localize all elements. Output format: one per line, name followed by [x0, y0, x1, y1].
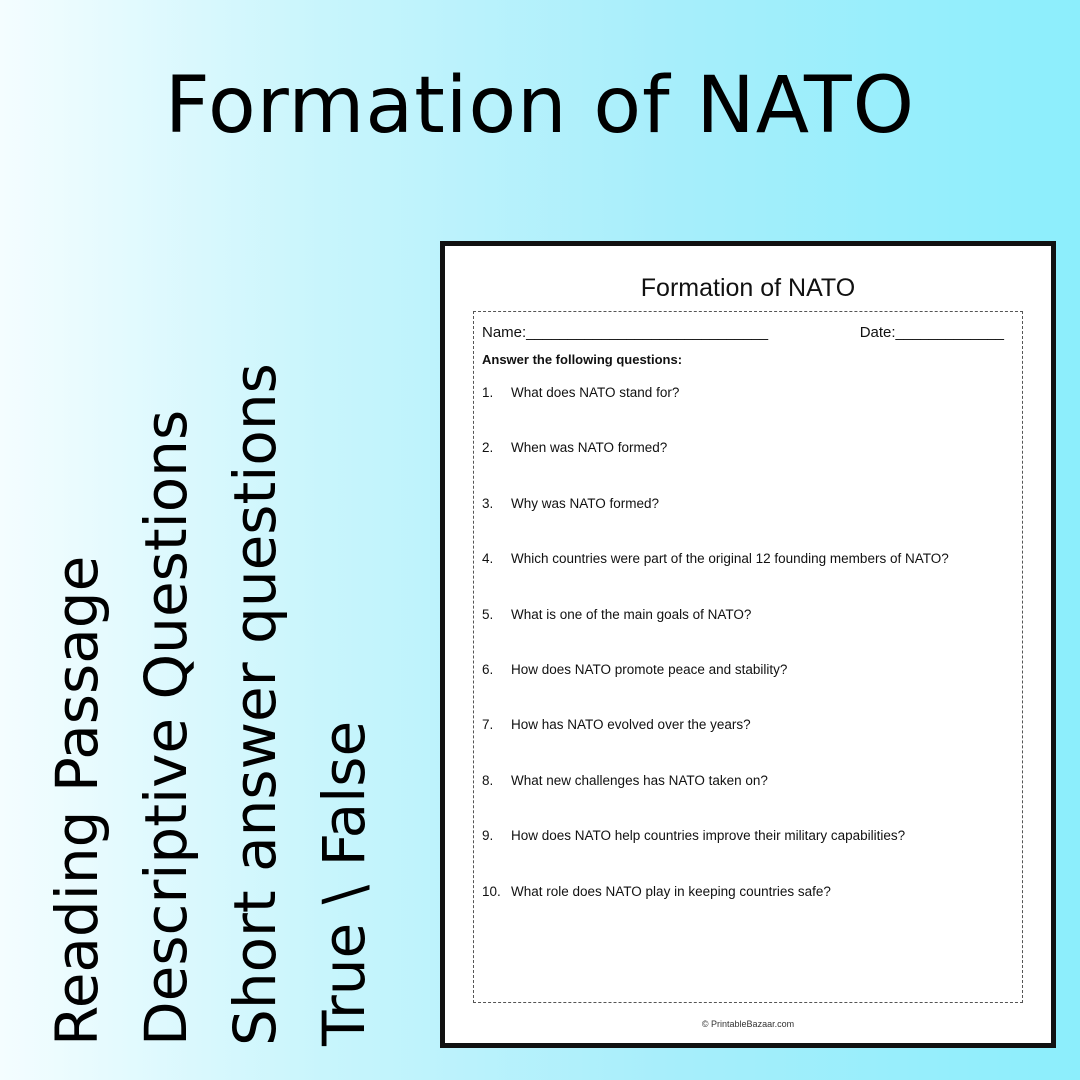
question-number: 10.	[482, 883, 501, 899]
side-label-text: Descriptive Questions	[132, 409, 200, 1046]
question-item	[482, 607, 1012, 662]
question-text: How does NATO help countries improve their military capabilities?	[511, 828, 906, 844]
question-number: 2.	[482, 440, 494, 456]
side-label-text: Reading Passage	[43, 555, 111, 1046]
name-field-label: Name:_____________________________	[482, 324, 769, 341]
question-text: What does NATO stand for?	[511, 385, 680, 400]
side-label-true-false	[309, 286, 379, 1046]
question-item	[482, 662, 1012, 717]
page-title: Formation of NATO	[164, 61, 916, 151]
question-text: What new challenges has NATO taken on?	[511, 772, 768, 788]
question-box	[473, 311, 1023, 1003]
worksheet-title: Formation of NATO	[640, 274, 856, 302]
question-text: What is one of the main goals of NATO?	[511, 606, 752, 622]
question-number: 3.	[482, 495, 494, 511]
question-item	[482, 884, 1012, 939]
question-number: 9.	[482, 828, 494, 844]
question-item	[482, 496, 1012, 551]
question-number: 7.	[482, 717, 494, 733]
question-text: Which countries were part of the original 12 founding members of NATO?	[511, 551, 949, 567]
question-number: 5.	[482, 606, 494, 622]
question-number: 4.	[482, 551, 494, 567]
side-label-text: True \ False	[310, 720, 378, 1046]
question-item	[482, 717, 1012, 772]
question-text: How does NATO promote peace and stability?	[511, 661, 788, 677]
side-label-reading-passage	[42, 286, 112, 1046]
question-item	[482, 385, 1012, 440]
question-item	[482, 440, 1012, 495]
side-label-text: Short answer questions	[221, 363, 289, 1046]
question-text: When was NATO formed?	[511, 440, 668, 456]
question-item	[482, 551, 1012, 606]
question-text: What role does NATO play in keeping countries safe?	[511, 883, 831, 899]
question-number: 6.	[482, 661, 494, 677]
question-text: Why was NATO formed?	[511, 495, 660, 511]
question-text: How has NATO evolved over the years?	[511, 717, 751, 733]
question-number: 8.	[482, 772, 494, 788]
question-item	[482, 773, 1012, 828]
copyright-notice: © PrintableBazaar.com	[701, 1019, 795, 1029]
worksheet-preview	[440, 241, 1056, 1048]
question-item	[482, 828, 1012, 883]
question-list	[482, 385, 1012, 939]
side-label-short-answer	[220, 286, 290, 1046]
side-label-descriptive-questions	[131, 286, 201, 1046]
date-field-label: Date:_____________	[859, 324, 1004, 341]
instructions: Answer the following questions:	[482, 352, 683, 367]
question-number: 1.	[482, 385, 494, 400]
